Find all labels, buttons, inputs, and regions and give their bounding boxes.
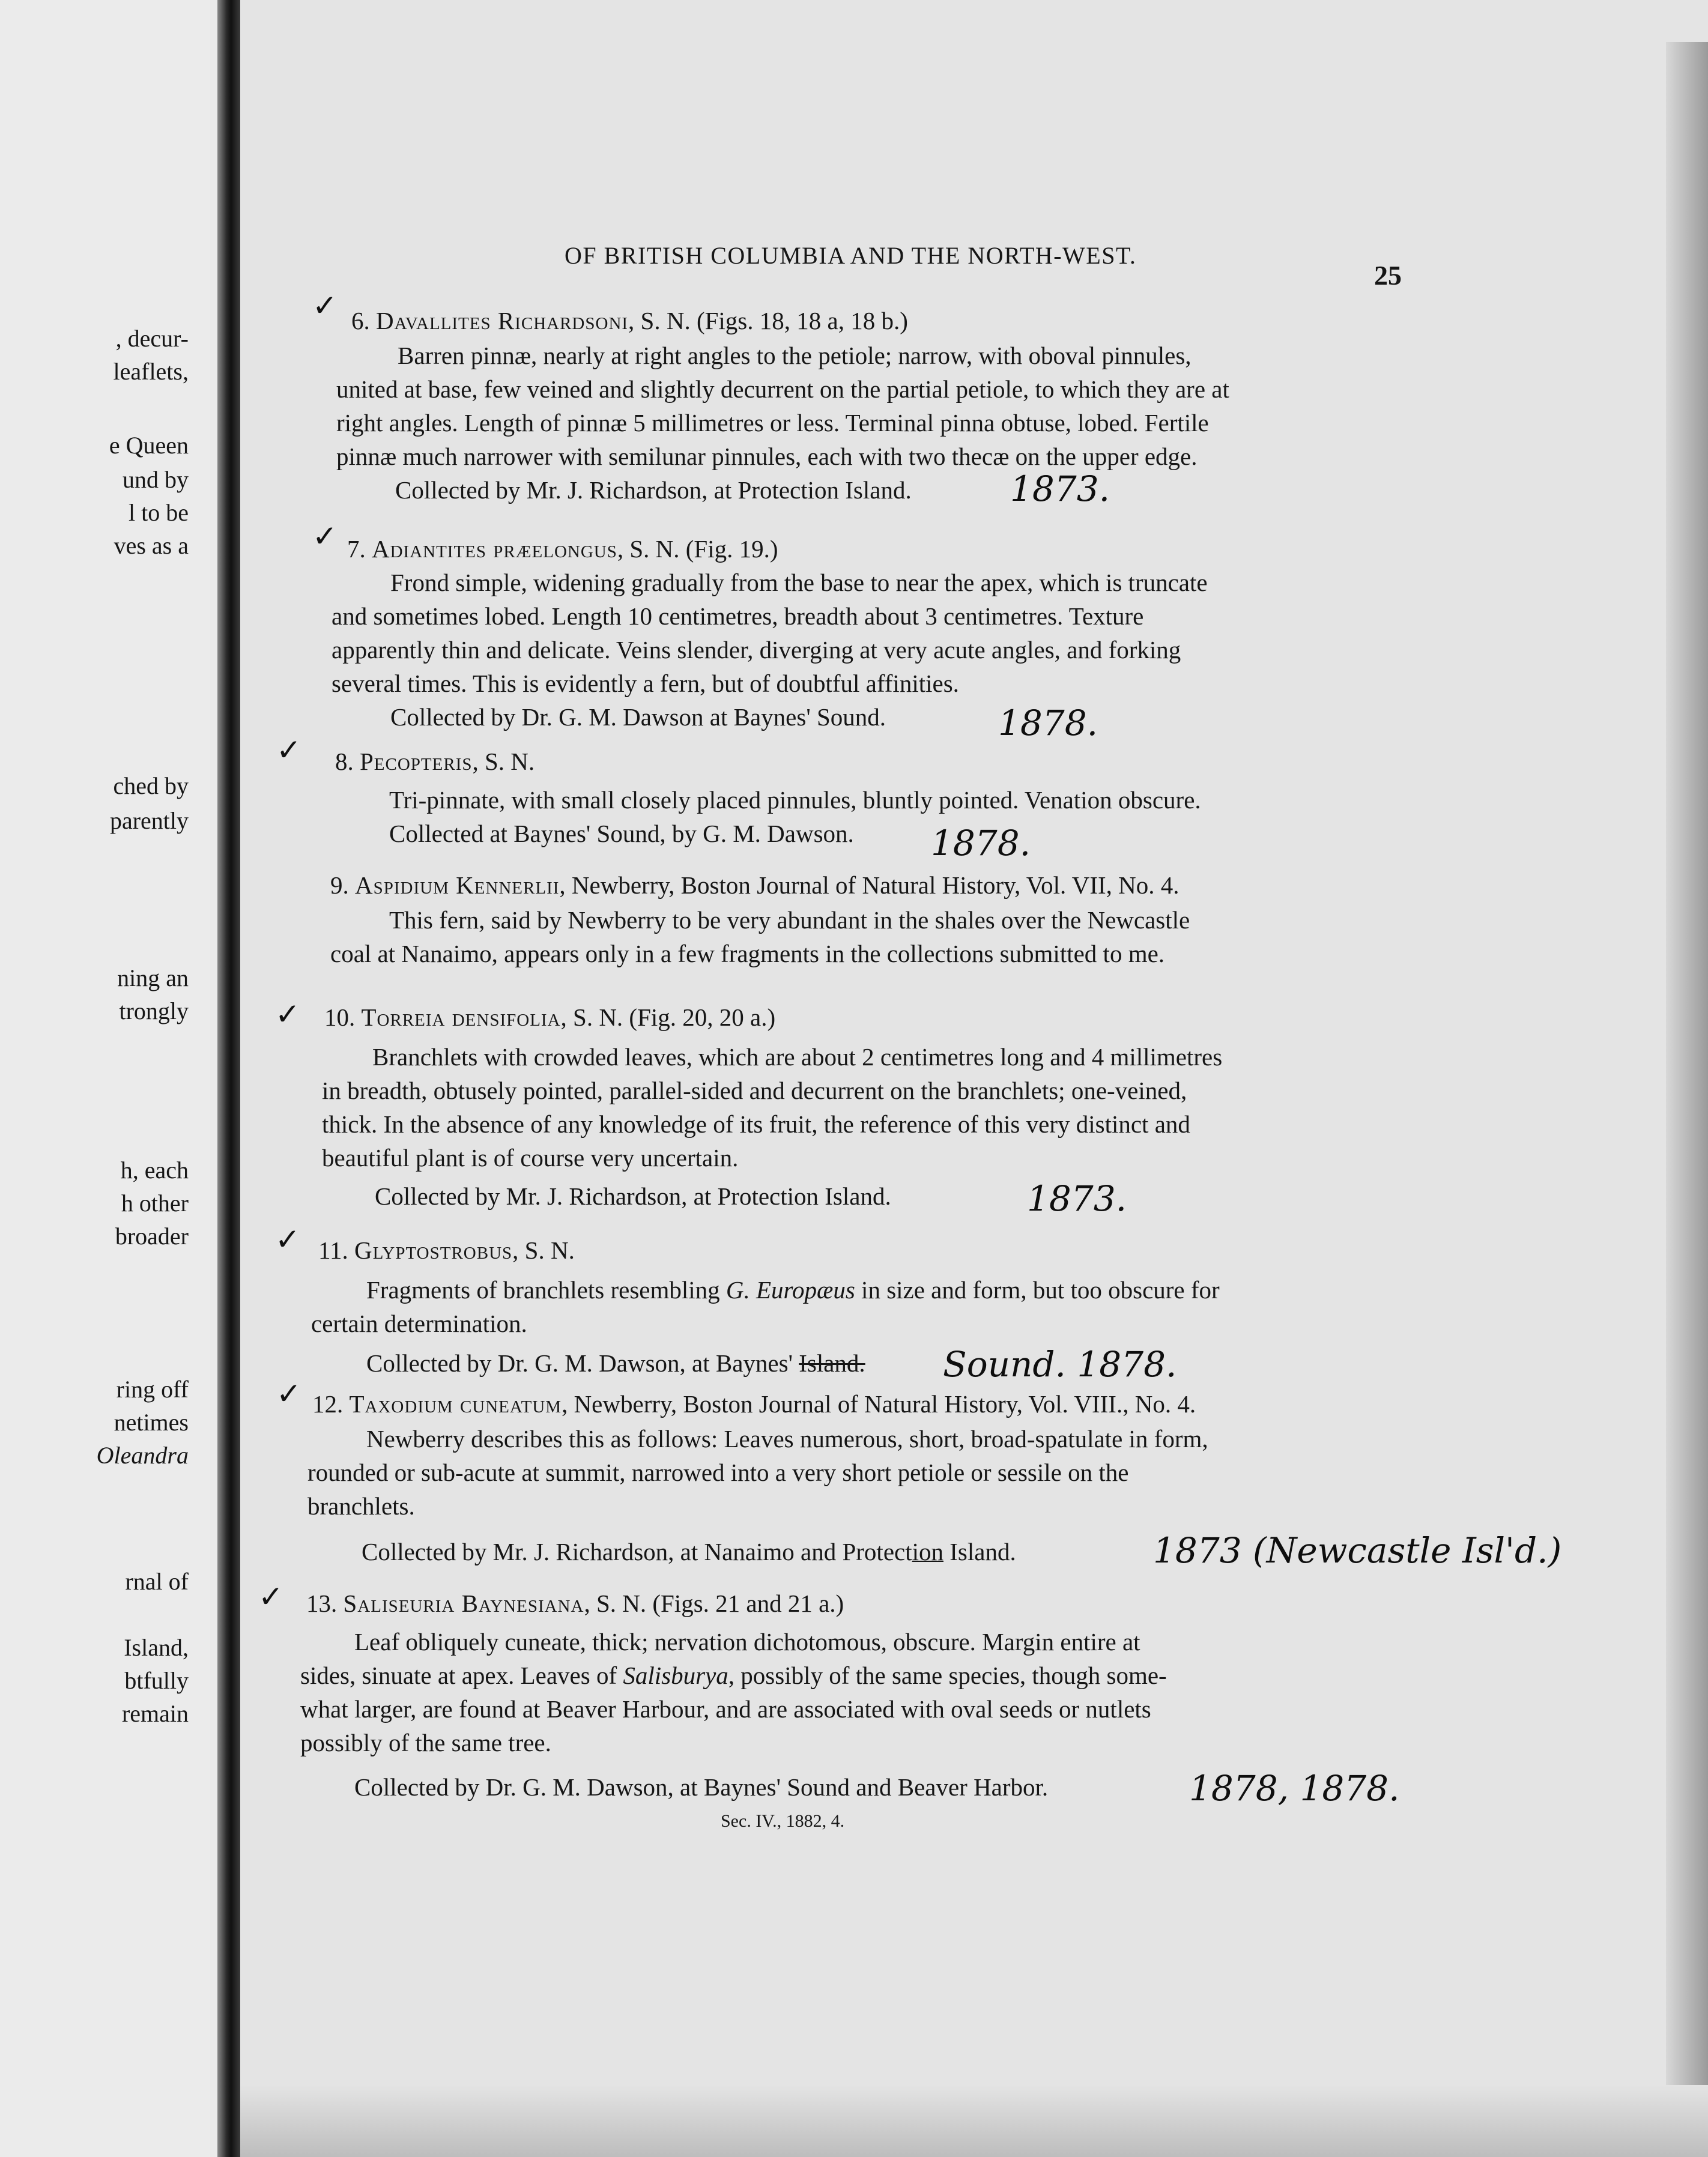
collected-line [362, 1537, 1016, 1566]
collected-text: Collected by Mr. J. Richardson, at Nanaimo and Protect [362, 1538, 912, 1566]
left-text-fragment: btfully [124, 1667, 189, 1694]
entry-heading-rest: , Newberry, Boston Journal of Natural History, Vol. VIII., No. 4. [562, 1390, 1196, 1418]
document-page [240, 0, 1708, 2157]
species-name: Davallites Richardsoni [376, 307, 629, 334]
entry-heading [312, 1390, 1196, 1418]
species-name: Torreia densifolia [361, 1003, 561, 1031]
left-text-fragment: l to be [129, 499, 189, 526]
check-mark-icon: ✓ [312, 519, 338, 554]
handwritten-year: 1878. [998, 703, 1098, 743]
entry-heading [351, 306, 908, 335]
entry-number: 8. [335, 748, 354, 775]
description-line: in breadth, obtusely pointed, parallel-sided and decurrent on the branchlets; one-veined, [322, 1077, 1187, 1104]
collected-line: Collected at Baynes' Sound, by G. M. Dawson. [389, 820, 854, 847]
left-text-fragment: Oleandra [96, 1442, 189, 1469]
entry-heading [335, 747, 535, 776]
entry-heading [330, 871, 1180, 900]
entry-heading [318, 1236, 575, 1265]
species-name: Aspidium Kennerlii [355, 871, 560, 899]
description-line: apparently thin and delicate. Veins slender, diverging at very acute angles, and forking [332, 636, 1181, 664]
species-name: Pecopteris [360, 748, 473, 775]
entry-number: 6. [351, 307, 370, 334]
collected-line: Collected by Mr. J. Richardson, at Protection Island. [395, 476, 912, 504]
species-name: Saliseuria Baynesiana [343, 1590, 584, 1617]
collected-text: Collected by Dr. G. M. Dawson, at Baynes' [366, 1349, 793, 1377]
entry-heading-rest: , S. N. [472, 748, 535, 775]
handwritten-year: 1873. [1027, 1178, 1127, 1219]
left-text-fragment: e Queen [109, 432, 189, 459]
collected-text: Island. [943, 1538, 1016, 1566]
left-text-fragment: Island, [124, 1634, 189, 1661]
species-name: Adiantites præelongus [372, 535, 617, 563]
check-mark-icon: ✓ [312, 288, 338, 323]
description-line: Frond simple, widening gradually from the base to near the apex, which is truncate [390, 569, 1208, 596]
description-line: pinnæ much narrower with semilunar pinnules, each with two thecæ on the upper edge. [336, 443, 1198, 470]
entry-heading-rest: , S. N. (Fig. 19.) [617, 535, 778, 563]
description-line: Newberry describes this as follows: Leaves numerous, short, broad-spatulate in form, [366, 1425, 1208, 1453]
left-text-fragment: h other [121, 1190, 189, 1217]
entry-heading-rest: , S. N. (Figs. 18, 18 a, 18 b.) [628, 307, 908, 334]
book-gutter [217, 0, 240, 2157]
description-line: thick. In the absence of any knowledge of its fruit, the reference of this very distinct and [322, 1110, 1190, 1138]
left-text-fragment: ring off [116, 1376, 189, 1403]
check-mark-icon: ✓ [258, 1579, 283, 1614]
running-header: OF BRITISH COLUMBIA AND THE NORTH-WEST. [565, 242, 1137, 269]
collected-line [366, 1349, 865, 1378]
entry-number: 9. [330, 871, 349, 899]
left-text-fragment: netimes [114, 1409, 189, 1436]
description-line: Tri-pinnate, with small closely placed pinnules, bluntly pointed. Venation obscure. [389, 786, 1201, 814]
check-mark-icon: ✓ [275, 997, 300, 1032]
entry-number: 12. [312, 1390, 344, 1418]
entry-heading [347, 534, 778, 563]
page-shadow [240, 2085, 1708, 2157]
left-text-fragment: rnal of [125, 1568, 189, 1595]
check-mark-icon: ✓ [275, 1222, 300, 1257]
entry-heading [306, 1589, 844, 1618]
species-name: Taxodium cuneatum [349, 1390, 562, 1418]
entry-heading [324, 1003, 775, 1032]
description-line: and sometimes lobed. Length 10 centimetres, breadth about 3 centimetres. Texture [332, 602, 1144, 630]
species-name: Glyptostrobus [354, 1236, 513, 1264]
description-line: beautiful plant is of course very uncertain. [322, 1144, 739, 1172]
description-line: several times. This is evidently a fern, but of doubtful affinities. [332, 670, 959, 697]
collected-line: Collected by Mr. J. Richardson, at Protection Island. [375, 1182, 891, 1210]
page-number: 25 [1374, 260, 1402, 291]
check-mark-icon: ✓ [276, 1376, 301, 1411]
left-text-fragment: parently [109, 807, 189, 834]
handwritten-year: 1878. [931, 823, 1031, 864]
left-text-fragment: h, each [120, 1157, 189, 1184]
description-line: possibly of the same tree. [300, 1729, 551, 1756]
description-line: certain determination. [311, 1310, 527, 1337]
description-line: branchlets. [307, 1492, 415, 1520]
description-line: sides, sinuate at apex. Leaves of Salisburya, possibly of the same species, though some- [300, 1662, 1167, 1689]
underlined-text: ion [912, 1538, 944, 1566]
entry-number: 10. [324, 1003, 356, 1031]
collected-line: Collected by Dr. G. M. Dawson, at Baynes' Sound and Beaver Harbor. [354, 1773, 1049, 1801]
entry-number: 13. [306, 1590, 338, 1617]
entry-heading-rest: , S. N. (Fig. 20, 20 a.) [560, 1003, 776, 1031]
struck-text: Island. [799, 1349, 865, 1377]
description-line: rounded or sub-acute at summit, narrowed into a very short petiole or sessile on the [307, 1459, 1129, 1486]
description-line: coal at Nanaimo, appears only in a few fragments in the collections submitted to me. [330, 940, 1165, 967]
left-text-fragment: ning an [117, 964, 189, 991]
left-text-fragment: leaflets, [113, 358, 189, 385]
handwritten-annotation: 1873 (Newcastle Isl'd.) [1153, 1530, 1562, 1571]
left-text-fragment: ched by [113, 772, 189, 799]
description-line: This fern, said by Newberry to be very abundant in the shales over the Newcastle [389, 906, 1190, 934]
collected-line: Collected by Dr. G. M. Dawson at Baynes' Sound. [390, 703, 886, 731]
left-text-fragment: , decur- [115, 325, 189, 352]
left-text-fragment: trongly [119, 997, 189, 1024]
left-text-fragment: broader [115, 1223, 189, 1250]
description-line: what larger, are found at Beaver Harbour, and are associated with oval seeds or nutlets [300, 1695, 1151, 1723]
left-text-fragment: und by [123, 466, 189, 493]
check-mark-icon: ✓ [276, 733, 301, 767]
left-text-fragment: ves as a [114, 532, 189, 559]
entry-heading-rest: , S. N. [512, 1236, 575, 1264]
description-line: Barren pinnæ, nearly at right angles to the petiole; narrow, with oboval pinnules, [398, 342, 1192, 369]
entry-heading-rest: , Newberry, Boston Journal of Natural History, Vol. VII, No. 4. [559, 871, 1180, 899]
description-line: Fragments of branchlets resembling G. Europæus in size and form, but too obscure for [366, 1276, 1220, 1304]
left-text-fragment: remain [121, 1700, 189, 1727]
page-edge [1666, 42, 1708, 2090]
handwritten-year: 1878, 1878. [1189, 1768, 1400, 1809]
handwritten-year: 1873. [1010, 468, 1110, 509]
entry-number: 11. [318, 1236, 348, 1264]
description-line: united at base, few veined and slightly decurrent on the partial petiole, to which they are at [336, 375, 1229, 403]
handwritten-annotation: Sound. 1878. [943, 1344, 1177, 1385]
page-footer: Sec. IV., 1882, 4. [721, 1811, 845, 1831]
entry-heading-rest: , S. N. (Figs. 21 and 21 a.) [584, 1590, 844, 1617]
description-line: right angles. Length of pinnæ 5 millimetres or less. Terminal pinna obtuse, lobed. Fertile [336, 409, 1209, 437]
previous-page-fragment [0, 0, 217, 2157]
description-line: Leaf obliquely cuneate, thick; nervation dichotomous, obscure. Margin entire at [354, 1628, 1140, 1656]
entry-number: 7. [347, 535, 366, 563]
description-line: Branchlets with crowded leaves, which are about 2 centimetres long and 4 millimetres [372, 1043, 1223, 1071]
